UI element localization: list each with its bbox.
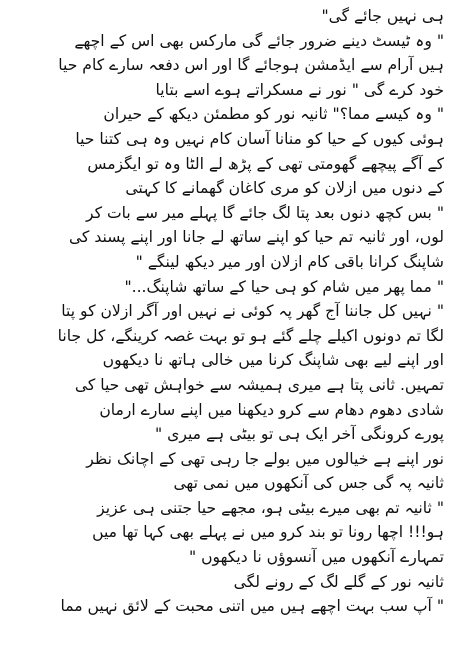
text-line: لگا تم دونوں اکیلے چلے گئے ہو تو بہت غصہ کرینگے، کل جانا bbox=[57, 326, 444, 345]
text-line: لوں، اور ثانیہ تم حیا کو اپنے ساتھ لے جانا اور اپنے پسند کی bbox=[68, 228, 444, 247]
text-line: پورے کرونگی آخر ایک ہی تو بیٹی ہے میری " bbox=[155, 425, 444, 444]
text-line: خود کرے گی " نور نے مسکراتے ہوے اسے بتایا bbox=[155, 80, 444, 99]
text-line: ہی نہیں جائے گی" bbox=[321, 7, 444, 25]
text-line: کے دنوں میں ازلان کو مری کاغان گھمانے کا کہتی bbox=[125, 179, 444, 198]
text-line: نور اپنے ہے خیالوں میں بولے جا رہی تھی کے اچانک نظر bbox=[86, 449, 444, 468]
text-line: شاپنگ کرانا باقی کام ازلان اور میر دیکھ لینگے " bbox=[135, 252, 444, 271]
text-line: " آپ سب بہت اچھے ہیں میں اتنی محبت کے لائق نہیں مما bbox=[60, 597, 444, 616]
text-line: ثانیہ نور کے گلے لگ کے رونے لگی bbox=[233, 572, 444, 591]
urdu-text-block bbox=[6, 4, 444, 619]
text-line: تمہیں. ثانی پتا ہے میری ہمیشہ سے خواہش تھی حیا کی bbox=[74, 375, 444, 394]
text-line: ہوئی کیوں کے حیا کو منانا آسان کام نہیں وہ ہی کتنا حیا bbox=[75, 129, 444, 148]
text-line: " مما پھر میں شام کو ہی حیا کے ساتھ شاپنگ..." bbox=[124, 277, 444, 296]
text-line: تمہارے آنکھوں میں آنسوؤں نا دیکھوں " bbox=[188, 548, 444, 567]
text-line: " ثانیہ تم بھی میرے بیٹی ہو، مجھے حیا جتنی ہی عزیز bbox=[97, 498, 444, 517]
text-line: " بس کچھ دنوں بعد پتا لگ جائے گا پہلے میر سے بات کر bbox=[85, 203, 444, 222]
text-line: ہیں آرام سے ایڈمشن ہوجائے گا اور اس دفعہ سارے کام حیا bbox=[58, 56, 444, 75]
text-line: " وہ ٹیسٹ دینے ضرور جائے گی مارکس بھی اس کے اچھے bbox=[74, 31, 444, 50]
text-line: " نہیں کل جاننا آج گھر پہ کوئی نے نہیں اور آگر ازلان کو پتا bbox=[61, 302, 444, 321]
text-line: ہو!!! اچھا رونا تو بند کرو میں نے پہلے بھی کہا تھا میں bbox=[92, 523, 444, 542]
text-line: " وہ کیسے مما؟" ثانیہ نور کو مطمئن دیکھ کے حیران bbox=[103, 105, 444, 124]
text-line: ثانیہ پہ گی جس کی آنکھوں میں نمی تھی bbox=[173, 474, 444, 493]
text-line: کے آگے پیچھے گھومتی تھی کے پڑھ لے الٹا وہ تو ایگزمس bbox=[87, 154, 444, 173]
text-line: اور اپنے لیے بھی شاپنگ کرنا میں خالی ہاتھ نا دیکھوں bbox=[102, 351, 444, 370]
text-line: شادی دھوم دھام سے کرو دیکھنا میں اپنے سارے ارمان bbox=[99, 400, 444, 419]
